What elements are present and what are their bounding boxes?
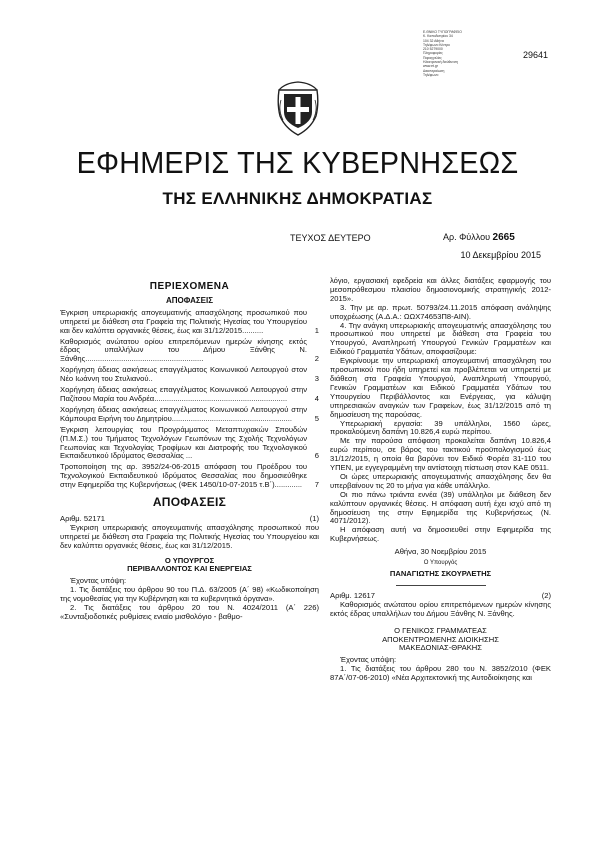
- page-number: 29641: [522, 50, 548, 60]
- paragraph: 3. Την με αρ. πρωτ. 50793/24.11.2015 απόφαση ανάληψης υποχρέωσης (Α.Δ.Α.: ΩΩΧ74653Π8-ΑΙΝ).: [330, 302, 551, 321]
- paragraph: Οι ώρες υπερωριακής απογευματινής απασχόλησης δεν θα υπερβαίνουν τις 20 το μήνα για κάθε υπάλληλο.: [330, 471, 551, 490]
- paragraph: Με την παρούσα απόφαση προκαλείται δαπάνη 10.826,4 ευρώ περίπου, σε βάρος του τακτικού προϋπολογισμού έως 31/12/2015, η οποία θα βαρύνει τον Ειδικό Φορέα 31-110 του ΥΠΕΝ, με εγγεγραμμένη την αντίστοιχη πίστωση στον ΚΑΕ 0511.: [330, 436, 551, 473]
- toc-item[interactable]: [60, 426, 319, 462]
- sheet-number-line: [443, 232, 515, 243]
- publisher-line: Ε.ΘΝΙΚΟ ΤΥΠΟΓΡΑΦΕΙΟ: [423, 30, 462, 34]
- right-column: [330, 277, 551, 683]
- publisher-info: [423, 30, 513, 77]
- publisher-line: 104 32 Αθήνα: [423, 38, 444, 43]
- paragraph: 4. Την ανάγκη υπερωριακής απογευματινής απασχόλησης του προσωπικού που υπηρετεί με διάθεση στα Γραφεία του Υπουργού, Αναπληρωτή Υπουργού Γενικών Γραμματέων και Ειδικού Γραμματέα Υδάτων, αποφασίζουμε:: [330, 320, 551, 357]
- left-column: [60, 277, 319, 622]
- toc-item-text: Καθορισμός ανώτατου ορίου επιτρεπόμενων ημερών κίνησης εκτός έδρας υπαλλήλων του Δήμου Ξάνθης Ν. Ξάνθης........................................................: [60, 336, 307, 364]
- toc-item-text: Χορήγηση άδειας ασκήσεως επαγγέλματος Κοινωνικού Λειτουργού στην Παζίτσου Μαρία του Ανδρέα...............................................................: [60, 385, 307, 403]
- authority-line: ΠΕΡΙΒΑΛΛΟΝΤΟΣ ΚΑΙ ΕΝΕΡΓΕΙΑΣ: [127, 564, 252, 574]
- toc-item-page: 6: [314, 451, 319, 461]
- paragraph: 1. Τις διατάξεις του άρθρου 280 του Ν. 3852/2010 (ΦΕΚ 87Α΄/07-06-2010) «Νέα Αρχιτεκτονική της Αυτοδιοίκησης και: [330, 664, 551, 683]
- publisher-line: Κ. Καποδιστρίου 34: [423, 34, 453, 39]
- paragraph: Η απόφαση αυτή να δημοσιευθεί στην Εφημερίδα της Κυβερνήσεως.: [330, 525, 551, 544]
- paragraph: λόγιο, εργασιακή εφεδρεία και άλλες διατάξεις εφαρμογής του μεσοπρόθεσμου πλαισίου δημοσιονομικής στρατηγικής 2012-2015».: [330, 276, 551, 303]
- issue-type: ΤΕΥΧΟΣ ΔΕΥΤΕΡΟ: [290, 233, 371, 243]
- publisher-line: 210 5279000: [423, 47, 443, 52]
- coat-of-arms-icon: [275, 80, 321, 138]
- publisher-line: Ηλεκτρονική διεύθυνση: [423, 60, 458, 65]
- paragraph: Υπερωριακή εργασία: 39 υπάλληλοι, 1560 ώρες, προκαλούμενη δαπάνη 10.826,4 ευρώ περίπου.: [330, 418, 551, 437]
- decision-summary: Καθορισμός ανώτατου ορίου επιτρεπόμενων ημερών κίνησης εκτός έδρας υπαλλήλων του Δήμου Ξάνθης Ν. Ξάνθης.: [330, 599, 551, 618]
- toc-item-page: 4: [314, 393, 319, 403]
- publisher-line: Τηλέφωνο Κέντρο: [423, 42, 450, 47]
- decision-number: Αριθμ. 12617: [330, 590, 376, 600]
- toc-item-page: 3: [314, 374, 319, 384]
- authority-line: Ο ΥΠΟΥΡΓΟΣ: [164, 555, 215, 565]
- publisher-line: Πληροφορίες: [423, 51, 443, 56]
- authority-line: Ο ΓΕΝΙΚΟΣ ΓΡΑΜΜΑΤΕΑΣ: [394, 625, 487, 635]
- toc-item-text: Έγκριση λειτουργίας του Προγράμματος Μεταπτυχιακών Σπουδών (Π.Μ.Σ.) του Τμήματος Τεχνολόγων Γεωπόνων της Σχολής Τεχνολόγων Γεωπονίας και Τεχνολογίας Τροφίμων και Διατροφής του Τεχνολογικού Εκπαιδευτικού Ιδρύματος Θεσσαλίας ...: [60, 424, 307, 461]
- toc-item-text: Τροποποίηση της αρ. 3952/24-06-2015 απόφαση του Προέδρου του Τεχνολογικού Εκπαιδευτικού Ιδρύματος Θεσσαλίας που δημοσιεύθηκε στην Εφημερίδα της Κυβερνήσεως (ΦΕΚ 1450/10-07-2015 τ.Β΄).............: [60, 462, 307, 490]
- toc-item-page: 1: [314, 325, 319, 335]
- signer-name: ΠΑΝΑΓΙΩΤΗΣ ΣΚΟΥΡΛΕΤΗΣ: [389, 569, 492, 578]
- decision-index: (2): [541, 590, 551, 600]
- place-date: Αθήνα, 30 Νοεμβρίου 2015: [394, 547, 487, 557]
- contents-heading: ΠΕΡΙΕΧΟΜΕΝΑ: [149, 281, 230, 292]
- issue-date: 10 Δεκεμβρίου 2015: [460, 250, 541, 260]
- sheet-label: Αρ. Φύλλου: [443, 232, 491, 242]
- gazette-title: ΕΦΗΜΕΡΙΣ ΤΗΣ ΚΥΒΕΡΝΗΣΕΩΣ: [76, 145, 519, 180]
- decision-number: Αριθμ. 52171: [60, 513, 106, 523]
- authority-line: ΜΑΚΕΔΟΝΙΑΣ-ΘΡΑΚΗΣ: [399, 643, 482, 653]
- section-divider: [396, 585, 486, 586]
- signer-role: Ο Υπουργός: [423, 560, 458, 567]
- toc-item-page: 7: [314, 480, 319, 490]
- authority-title: [60, 557, 319, 575]
- publisher-line: www.et.gr: [423, 64, 438, 69]
- authority-line: ΑΠΟΚΕΝΤΡΩΜΕΝΗΣ ΔΙΟΙΚΗΣΗΣ: [382, 634, 499, 644]
- paragraph: Εγκρίνουμε την υπερωριακή απογευματινή απασχόληση του προσωπικού που ήδη υπηρετεί και προβλέπεται να υπηρετεί με διάθεση στα Γραφεία Υπουργού, Αναπληρωτή Υπουργού, Γενικών Γραμματέων και Ειδικού Γραμματέα Υδάτων του Υπουργείου Περιβάλλοντος και Ενέργειας, για κάλυψη υπηρεσιακών αναγκών των Γραφείων, έως 31/12/2015 από τη δημοσίευση της παρούσας.: [330, 356, 551, 419]
- decisions-heading: ΑΠΟΦΑΣΕΙΣ: [152, 495, 227, 510]
- toc-item-text: Χορήγηση άδειας ασκήσεως επαγγέλματος Κοινωνικού Λειτουργού στον Νέο Ιωάννη του Στυλιανού..: [60, 365, 307, 384]
- paragraph: 2. Τις διατάξεις του άρθρου 20 του Ν. 4024/2011 (Α΄ 226) «Συνταξιοδοτικές ρυθμίσεις ενιαίο μισθολόγιο - βαθμο-: [60, 603, 319, 621]
- paragraph: Οι πιο πάνω τριάντα εννέα (39) υπάλληλοι με διάθεση δεν καλύπτουν οργανικές θέσεις. Η απόφαση αυτή έχει ισχύ από τη δημοσίευση της στην Εφημερίδα της Κυβερνήσεως (Ν. 4071/2012).: [330, 489, 551, 526]
- toc-item[interactable]: [60, 366, 319, 384]
- decision-summary: Έγκριση υπερωριακής απογευματινής απασχόλησης προσωπικού που υπηρετεί με διάθεση στα Γραφεία της Πολιτικής Ηγεσίας του Υπουργείου και δεν καλύπτει οργανικές θέσεις, έως και 31/12/2015.: [60, 522, 319, 550]
- publisher-line: Διεκπεραίωση: [423, 68, 445, 73]
- toc-item-text: Έγκριση υπερωριακής απογευματινής απασχόλησης προσωπικού που υπηρετεί με διάθεση στα Γραφεία της Πολιτικής Ηγεσίας του Υπουργείου και δεν καλύπτει οργανικές θέσεις, έως και 31/12/2015..........: [60, 307, 307, 335]
- publisher-line: Παραγγελίες: [423, 55, 442, 60]
- toc-item-page: 5: [314, 413, 319, 423]
- considering-label: Έχοντας υπόψη:: [340, 655, 397, 665]
- paragraph: 1. Τις διατάξεις του άρθρου 90 του Π.Δ. 63/2005 (Α΄ 98) «Κωδικοποίηση της νομοθεσίας για την Κυβέρνηση και τα κυβερνητικά όργανα».: [60, 585, 319, 604]
- toc-item[interactable]: [60, 406, 319, 424]
- authority-title: [330, 627, 551, 654]
- considering-label: Έχοντας υπόψη:: [70, 576, 127, 586]
- toc-item-page: 2: [314, 354, 319, 364]
- toc-item[interactable]: [60, 309, 319, 336]
- gazette-subtitle: ΤΗΣ ΕΛΛΗΝΙΚΗΣ ΔΗΜΟΚΡΑΤΙΑΣ: [162, 189, 433, 208]
- contents-subheading: ΑΠΟΦΑΣΕΙΣ: [165, 295, 214, 305]
- decision-index: (1): [309, 513, 319, 523]
- toc-item[interactable]: [60, 463, 319, 490]
- toc-item[interactable]: [60, 386, 319, 404]
- sheet-number: 2665: [492, 232, 515, 243]
- toc-item-text: Χορήγηση άδειας ασκήσεως επαγγέλματος Κοινωνικού Λειτουργού στην Κάμπουρα Ειρήνη του Δημητρίου.........................................................: [60, 404, 307, 423]
- toc-item[interactable]: [60, 338, 319, 365]
- publisher-line: Τηλέφωνο: [423, 72, 439, 77]
